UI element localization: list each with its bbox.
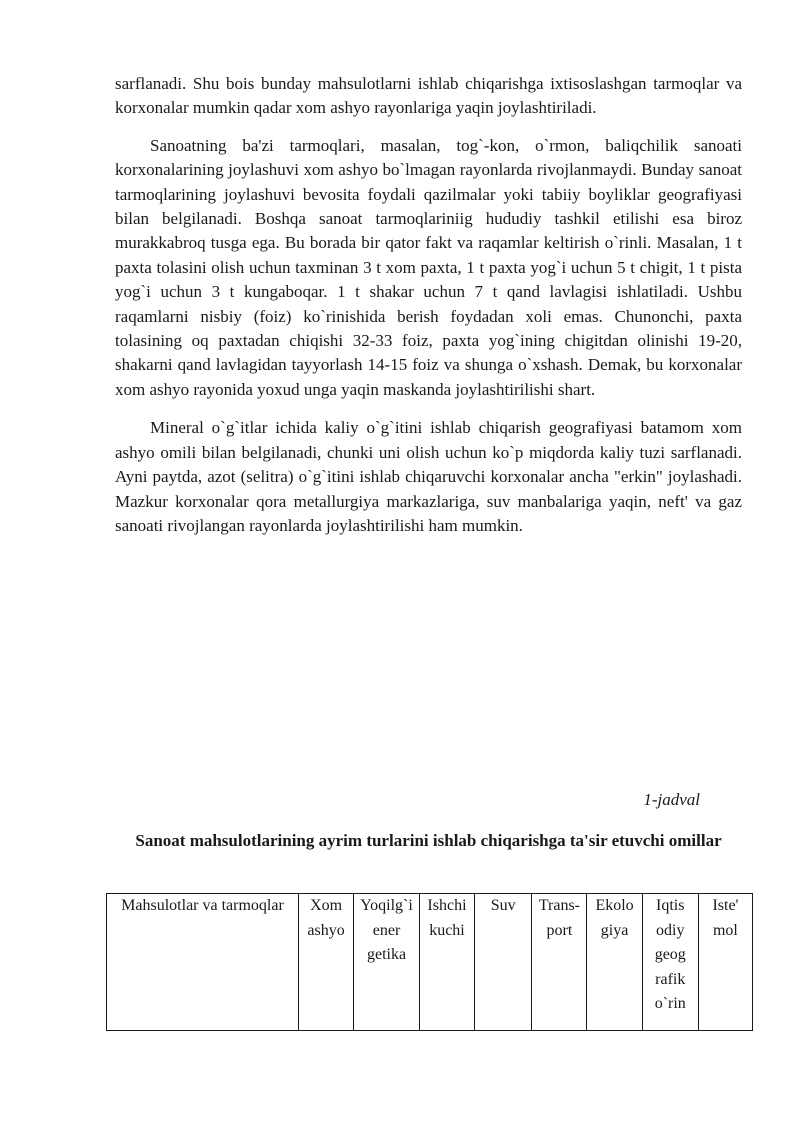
header-ecology: Ekolo giya (587, 894, 642, 1031)
header-water: Suv (475, 894, 532, 1031)
header-economic-geography: Iqtis odiy geog rafik o`rin (642, 894, 698, 1031)
table-caption: 1-jadval (643, 790, 700, 809)
document-body (115, 72, 742, 552)
paragraph-1: sarflanadi. Shu bois bunday mahsulotlarni ishlab chiqarishga ixtisoslashgan tarmoqlar va korxonalar mumkin qadar xom ashyo rayonlariga yaqin joylashtiriladi. (115, 74, 742, 118)
paragraph-3: Mineral o`g`itlar ichida kaliy o`g`itini ishlab chiqarish geografiyasi batamom xom ashyo omili bilan belgilanadi, chunki uni olish uchun ko`p miqdorda kaliy tuzi sarflanadi. Ayni paytda, azot (selitra) o`g`itini ishlab chiqaruvchi korxonalar ancha "erkin" joylashadi. Mazkur korxonalar qora metallurgiya markazlariga, suv manbalariga yaqin, neft' va gaz sanoati rivojlangan rayonlarda joylashtirilishi ham mumkin. (115, 418, 742, 535)
header-raw-material: Xom ashyo (298, 894, 353, 1031)
header-transport: Trans-port (532, 894, 587, 1031)
header-products: Mahsulotlar va tarmoqlar (107, 894, 299, 1031)
header-consumption: Iste' mol (698, 894, 752, 1031)
factors-table (106, 893, 753, 1031)
paragraph-2: Sanoatning ba'zi tarmoqlari, masalan, tog`-kon, o`rmon, baliqchilik sanoati korxonalarining joylashuvi xom ashyo bo`lmagan rayonlarda rivojlanmaydi. Bunday sanoat tarmoqlarining joylashuvi bevosita foydali qazilmalar yoki tabiiy boyliklar geografiyasi bilan belgilanadi. Boshqa sanoat tarmoqlariniig hududiy tashkil etilishi esa biroz murakkabroq tusga ega. Bu borada bir qator fakt va raqamlar keltirish o`rinli. Masalan, 1 t paxta tolasini olish uchun taxminan 3 t xom paxta, 1 t paxta yog`i uchun 5 t chigit, 1 t pista yog`i uchun 3 t kungaboqar. 1 t shakar uchun 7 t qand lavlagisi ishlatiladi. Ushbu raqamlarni nisbiy (foiz) ko`rinishida berish foydadan xoli emas. Chunonchi, paxta tolasining oq paxtadan chiqishi 32-33 foiz, paxta yog`ining chigitdan olinishi 19-20, shakarni qand lavlagidan tayyorlash 14-15 foiz va shunga o`xshash. Demak, bu korxonalar xom ashyo rayonida yoxud unga yaqin maskanda joylashtirilishi shart. (115, 135, 742, 399)
header-fuel-energy: Yoqilg`i ener getika (354, 894, 420, 1031)
header-labor: Ishchi kuchi (419, 894, 474, 1031)
table-title: Sanoat mahsulotlarining ayrim turlarini ishlab chiqarishga ta'sir etuvchi omillar (135, 831, 722, 850)
table-header-row (107, 894, 753, 1031)
